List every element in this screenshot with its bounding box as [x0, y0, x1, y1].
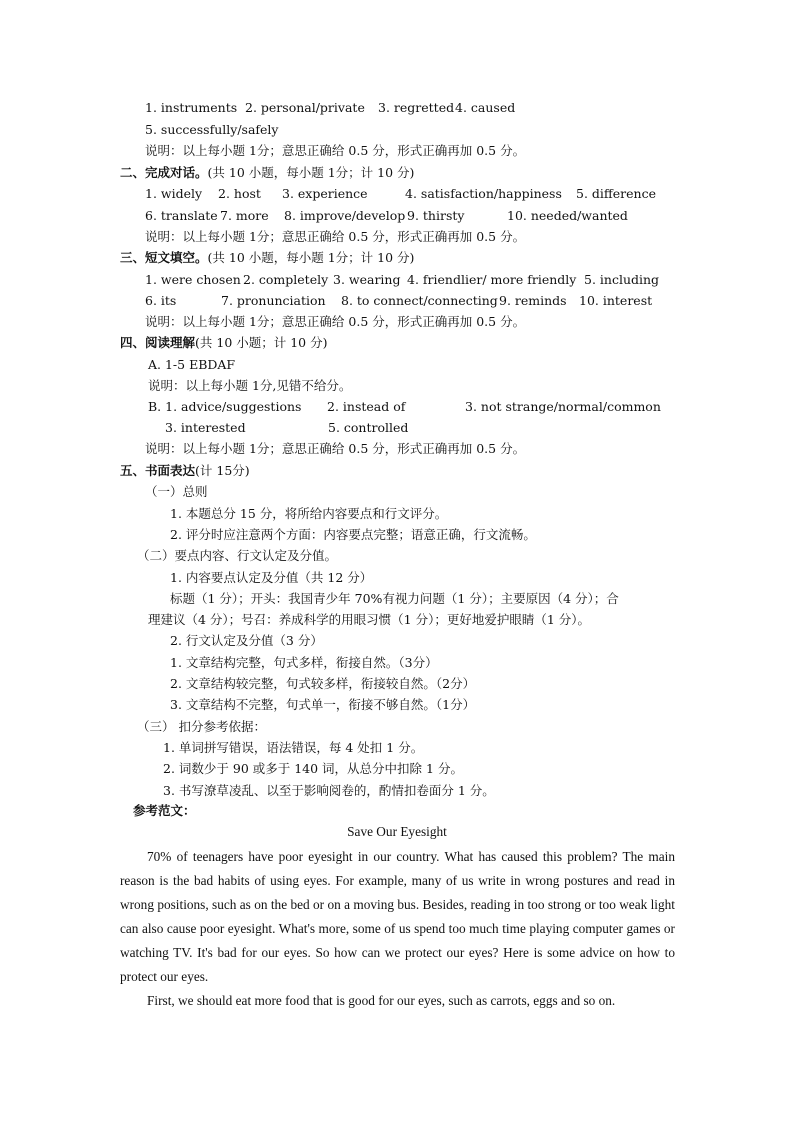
answer-item: 2. host	[218, 186, 261, 201]
answer-item: 8. improve/develop	[284, 208, 406, 223]
rule-item: 3. 文章结构不完整，句式单一，衔接不够自然。（1分）	[170, 697, 476, 712]
scoring-note: 说明：以上每小题 1分；意思正确给 0.5 分，形式正确再加 0.5 分。	[145, 143, 526, 158]
section-heading: 二、完成对话。(共 10 小题，每小题 1分；计 10 分)	[120, 165, 415, 180]
answer-item: 1. widely	[145, 186, 203, 201]
answer-item: 5. difference	[576, 186, 656, 201]
scoring-note: 说明：以上每小题 1分；意思正确给 0.5 分，形式正确再加 0.5 分。	[145, 314, 526, 329]
answer-item: 4. friendlier/ more friendly	[407, 272, 577, 287]
answer-item: 3. wearing	[333, 272, 401, 287]
answer-item: 4. caused	[455, 100, 516, 115]
rule-item: 2. 行文认定及分值（3 分）	[170, 633, 323, 648]
answer-item: 1. instruments	[145, 100, 238, 115]
essay-paragraph: First, we should eat more food that is good for our eyes, such as carrots, eggs and so on.	[147, 993, 616, 1008]
answer-item: 3. not strange/normal/common	[465, 399, 661, 414]
scoring-note: 说明：以上每小题 1分；意思正确给 0.5 分，形式正确再加 0.5 分。	[145, 229, 526, 244]
answer-item: 9. thirsty	[407, 208, 465, 223]
answer-item: 2. instead of	[327, 399, 406, 414]
scoring-note: 说明：以上每小题 1分,见错不给分。	[148, 378, 352, 393]
section-heading: 四、阅读理解(共 10 小题；计 10 分)	[120, 335, 328, 350]
answer-item: 3. experience	[282, 186, 368, 201]
answer-item: 1. were chosen	[145, 272, 241, 287]
subsection-title: （三） 扣分参考依据：	[137, 719, 266, 734]
answer-item: 10. needed/wanted	[507, 208, 628, 223]
answer-item: 4. satisfaction/happiness	[405, 186, 562, 201]
rule-item: 2. 文章结构较完整，句式较多样，衔接较自然。（2分）	[170, 676, 476, 691]
answer-item: 2. personal/private	[245, 100, 365, 115]
answer-item: 5. successfully/safely	[145, 122, 279, 137]
rule-item: 1. 文章结构完整，句式多样，衔接自然。（3分）	[170, 655, 438, 670]
subsection-title: （一）总则	[145, 484, 208, 499]
answer-item: 3. interested	[165, 420, 246, 435]
answer-item: 3. regretted	[378, 100, 455, 115]
rule-item: 1. 本题总分 15 分，将所给内容要点和行文评分。	[170, 506, 448, 521]
answer-item: 2. completely	[243, 272, 329, 287]
answer-item: 5. including	[584, 272, 660, 287]
rule-item: 1. 单词拼写错误，语法错误，每 4 处扣 1 分。	[163, 740, 424, 755]
answer-item: 6. translate	[145, 208, 218, 223]
answer-item: 10. interest	[579, 293, 653, 308]
answer-item: 7. pronunciation	[221, 293, 326, 308]
essay-title: Save Our Eyesight	[347, 824, 447, 839]
scoring-note: 说明：以上每小题 1分；意思正确给 0.5 分，形式正确再加 0.5 分。	[145, 441, 526, 456]
rule-item: 1. 内容要点认定及分值（共 12 分）	[170, 570, 373, 585]
answer-item: A. 1-5 EBDAF	[148, 357, 236, 372]
answer-item: 5. controlled	[328, 420, 409, 435]
rule-item: 标题（1 分）；开头：我国青少年 70%有视力问题（1 分）；主要原因（4 分）；合	[170, 591, 619, 606]
answer-item: 9. reminds	[499, 293, 567, 308]
answer-item: 6. its	[145, 293, 177, 308]
subsection-title: （二）要点内容、行文认定及分值。	[137, 548, 338, 563]
rule-item: 2. 评分时应注意两个方面：内容要点完整；语意正确，行文流畅。	[170, 527, 536, 542]
answer-item: 8. to connect/connecting	[341, 293, 498, 308]
reference-label: 参考范文：	[133, 803, 196, 818]
essay-paragraph: 70% of teenagers have poor eyesight in our country. What has caused this problem? The main reason is the bad habits of using eyes. For example, many of us write in wrong postures and read in wrong positions, such as on the bed or on a moving bus. Besides, reading in too strong or too weak light can also cause poor eyesight. What's more, some of us spend too much time playing computer games or watching TV. It's bad for our eyes. So how can we protect our eyes? Here is some advice on how to protect our eyes.	[120, 849, 675, 984]
rule-item: 2. 词数少于 90 或多于 140 词，从总分中扣除 1 分。	[163, 761, 463, 776]
answer-item: 7. more	[220, 208, 269, 223]
section-heading: 三、短文填空。(共 10 小题，每小题 1分；计 10 分)	[120, 250, 415, 265]
section-heading: 五、书面表达(计 15分)	[120, 463, 250, 478]
answer-item: B. 1. advice/suggestions	[148, 399, 302, 414]
rule-item: 3. 书写潦草凌乱、以至于影响阅卷的，酌情扣卷面分 1 分。	[163, 783, 495, 798]
rule-item: 理建议（4 分）；号召：养成科学的用眼习惯（1 分）；更好地爱护眼睛（1 分）。	[148, 612, 591, 627]
